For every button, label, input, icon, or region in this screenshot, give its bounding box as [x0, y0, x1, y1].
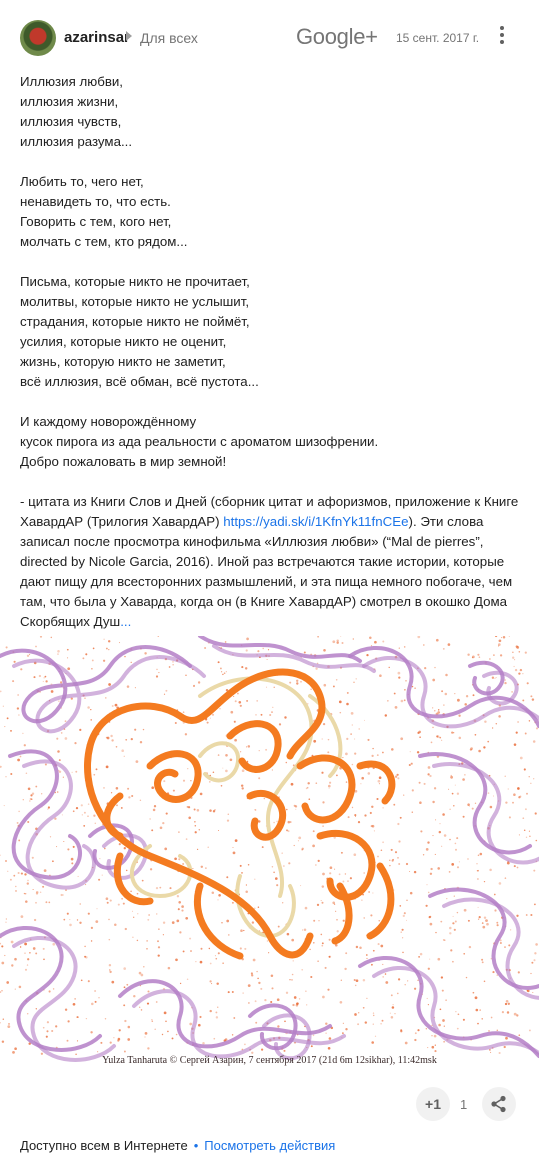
- text-line: Иллюзия любви,: [20, 74, 123, 89]
- text-line: кусок пирога из ада реальности с ароматом шизофрении.: [20, 434, 379, 449]
- share-button[interactable]: [482, 1087, 516, 1121]
- text-line: Говорить с тем, кого нет,: [20, 214, 172, 229]
- post-image[interactable]: [0, 636, 539, 1070]
- plus-one-count: 1: [460, 1097, 468, 1112]
- post-header: [0, 0, 539, 72]
- yadisk-link[interactable]: https://yadi.sk/i/1KfnYk11fnCEe: [223, 514, 409, 529]
- text-line: иллюзия жизни,: [20, 94, 119, 109]
- quote-text: - цитата из Книги Слов и Дней (сборник цитат и афоризмов, приложение к Книге ХавардАР (Трилогия ХавардАР): [20, 494, 519, 529]
- visibility-label: Доступно всем в Интернете: [20, 1138, 188, 1153]
- footer-separator: •: [193, 1138, 199, 1153]
- stanza: [20, 172, 520, 252]
- artwork: [0, 636, 539, 1070]
- stanza: [20, 272, 520, 392]
- author-name[interactable]: azarinsar: [64, 29, 130, 46]
- google-plus-logo: Google+: [296, 24, 378, 49]
- avatar[interactable]: [20, 20, 56, 56]
- quote-text-continued: ). Эти слова записал после просмотра кинофильма «Иллюзия любви» (“Mal de pierres”, directed by Nicole Garcia, 2016). Иной раз встречаются такие истории, которые дают пищу для всесторонних размышлений, и эта пища немного побогаче, чем там, что была у Хаварда, когда он (в Книге ХавардАР) смотрел в окошко Дома Скорбящих Душ: [20, 514, 513, 629]
- text-line: страдания, которые никто не поймёт,: [20, 314, 250, 329]
- text-line: иллюзия разума...: [20, 134, 133, 149]
- plus-one-button[interactable]: +1: [416, 1087, 450, 1121]
- text-line: всё иллюзия, всё обман, всё пустота...: [20, 374, 259, 389]
- chevron-right-icon: [126, 31, 132, 41]
- read-more-link[interactable]: ...: [120, 614, 132, 629]
- more-vert-icon[interactable]: [494, 24, 510, 48]
- post-body: [20, 72, 520, 632]
- text-line: жизнь, которую никто не заметит,: [20, 354, 226, 369]
- text-line: иллюзия чувств,: [20, 114, 122, 129]
- image-caption: Yulza Tanharuta © Сергей Азарин, 7 сентября 2017 (21d 6m 12sikhar), 11:42msk: [102, 1055, 437, 1066]
- stanza: [20, 412, 520, 472]
- view-activity-link[interactable]: Посмотреть действия: [204, 1138, 336, 1153]
- text-line: молитвы, которые никто не услышит,: [20, 294, 250, 309]
- stanza: [20, 72, 520, 152]
- text-line: Любить то, чего нет,: [20, 174, 144, 189]
- post-date[interactable]: 15 сент. 2017 г.: [396, 31, 480, 45]
- text-line: Добро пожаловать в мир земной!: [20, 454, 227, 469]
- text-line: И каждому новорождённому: [20, 414, 197, 429]
- text-line: усилия, которые никто не оценит,: [20, 334, 227, 349]
- text-line: Письма, которые никто не прочитает,: [20, 274, 250, 289]
- post-footer: [20, 1138, 335, 1153]
- audience-label: Для всех: [140, 30, 198, 46]
- text-line: ненавидеть то, что есть.: [20, 194, 171, 209]
- quote-paragraph: [20, 492, 520, 632]
- text-line: молчать с тем, кто рядом...: [20, 234, 188, 249]
- share-icon: [490, 1095, 508, 1113]
